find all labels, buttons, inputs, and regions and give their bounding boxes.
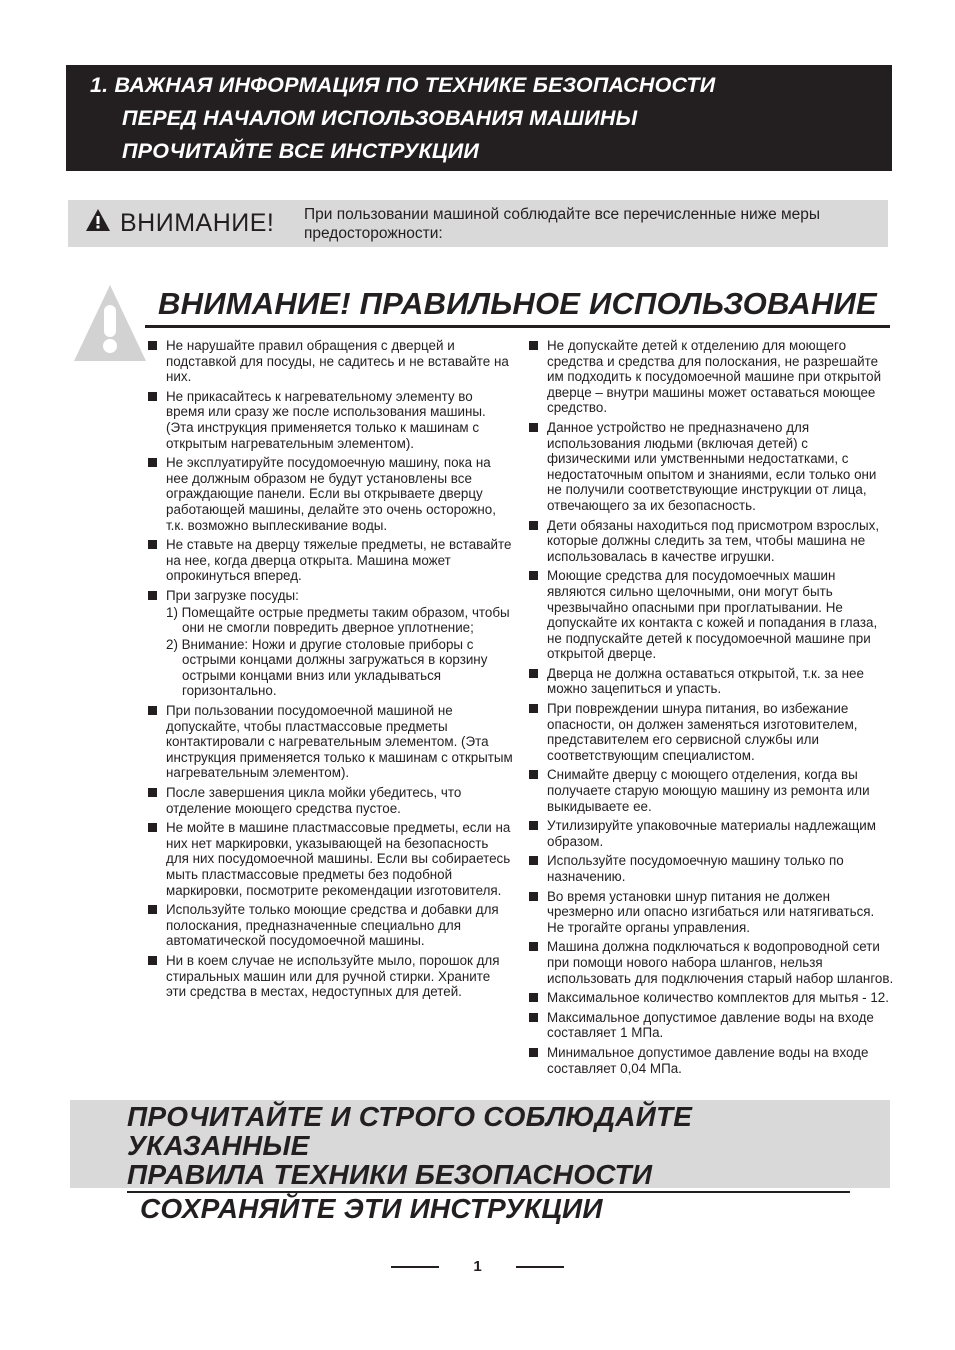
safety-item-body xyxy=(547,420,894,514)
safety-list-item xyxy=(529,939,894,986)
safety-list-item xyxy=(529,818,894,849)
safety-item-body xyxy=(166,953,513,1000)
safety-item-body xyxy=(166,389,513,451)
safety-item-body xyxy=(547,1010,894,1041)
safety-item-body xyxy=(166,785,513,816)
safety-item-text: Дверца не должна оставаться открытой, т.к. за нее можно зацепиться и упасть. xyxy=(547,665,864,697)
safety-item-text: Используйте только моющие средства и добавки для полоскания, предназначенные специально для автоматической посудомоечной машины. xyxy=(166,902,499,949)
footer-line-2: ПРАВИЛА ТЕХНИКИ БЕЗОПАСНОСТИ xyxy=(127,1159,653,1190)
safety-item-body xyxy=(166,902,513,949)
caution-label-text: ВНИМАНИЕ! xyxy=(120,209,275,237)
title-underline-rule xyxy=(145,325,890,328)
safety-list-item xyxy=(148,588,513,699)
safety-column-right xyxy=(529,338,894,1080)
bullet-square-icon xyxy=(529,669,538,678)
safety-item-body xyxy=(547,990,894,1006)
safety-subitem-text: 2) Внимание: Ножи и другие столовые приборы с острыми концами должны загружаться в корзину острыми концами вниз или укладываться горизонтально. xyxy=(166,636,488,699)
safety-item-body xyxy=(547,889,894,936)
safety-item-body xyxy=(547,818,894,849)
bullet-square-icon xyxy=(529,892,538,901)
safety-list-right xyxy=(529,338,894,1076)
safety-list-item xyxy=(529,1010,894,1041)
safety-item-text: Минимальное допустимое давление воды на входе составляет 0,04 МПа. xyxy=(547,1044,869,1076)
safety-list-item xyxy=(148,389,513,451)
safety-list-item xyxy=(529,889,894,936)
safety-subitem-text: 1) Помещайте острые предметы таким образом, чтобы они не смогли повредить дверное уплотнение; xyxy=(166,604,510,636)
safety-item-text: Машина должна подключаться к водопроводной сети при помощи нового набора шлангов, нельзя использовать для подключения старый набор шлангов. xyxy=(547,939,894,986)
bullet-square-icon xyxy=(148,540,157,549)
safety-item-body xyxy=(166,338,513,385)
safety-item-body xyxy=(547,701,894,763)
safety-item-text: При повреждении шнура питания, во избежание опасности, он должен заменяться изготовителем, представителем его сервисной службы или соответствующим специалистом. xyxy=(547,701,858,763)
bullet-square-icon xyxy=(529,821,538,830)
safety-list-item xyxy=(148,455,513,533)
safety-item-text: Моющие средства для посудомоечных машин являются сильно щелочными, они могут быть чрезвычайно опасными при проглатывании. Не допускайте их контакта с кожей и попадания в глаза, не подпускайте детей к посудомоечной машине при открытой дверце. xyxy=(547,568,878,662)
safety-list-left xyxy=(148,338,513,1000)
safety-item-text: Снимайте дверцу с моющего отделения, когда вы получаете старую моющую машину из ремонта или выкидываете ее. xyxy=(547,767,870,814)
bullet-square-icon xyxy=(148,591,157,600)
safety-list-item xyxy=(529,767,894,814)
bullet-square-icon xyxy=(529,341,538,350)
safety-item-body xyxy=(547,518,894,565)
bullet-square-icon xyxy=(148,392,157,401)
banner-line-1: 1. ВАЖНАЯ ИНФОРМАЦИЯ ПО ТЕХНИКЕ БЕЗОПАСНОСТИ xyxy=(90,73,716,97)
safety-item-text: Используйте посудомоечную машину только по назначению. xyxy=(547,853,844,884)
bullet-square-icon xyxy=(529,1048,538,1057)
safety-list-item xyxy=(529,990,894,1006)
safety-item-body xyxy=(547,939,894,986)
bullet-square-icon xyxy=(148,788,157,797)
read-and-keep-box xyxy=(70,1100,890,1224)
safety-item-text: Не прикасайтесь к нагревательному элементу во время или сразу же после использования машины. (Эта инструкция применяется только к машинам с открытым нагревательным элементом). xyxy=(166,388,486,451)
footer-line-1: ПРОЧИТАЙТЕ И СТРОГО СОБЛЮДАЙТЕ УКАЗАННЫЕ xyxy=(127,1101,693,1161)
safety-list-item xyxy=(529,568,894,662)
safety-item-text: Не мойте в машине пластмассовые предметы, если на них нет маркировки, указывающей на безопасность для них посудомоечной машины. Если вы собираетесь мыть пластмассовые предметы без подобной маркировки, посмотрите рекомендации изготовителя. xyxy=(166,820,511,898)
bullet-square-icon xyxy=(148,823,157,832)
safety-item-body xyxy=(166,588,513,699)
safety-item-body xyxy=(166,820,513,898)
bullet-square-icon xyxy=(529,571,538,580)
safety-list-item xyxy=(529,853,894,884)
section-title-banner xyxy=(66,65,892,171)
safety-item-text: Не нарушайте правил обращения с дверцей и подставкой для посуды, не садитесь и не вставайте на них. xyxy=(166,338,509,385)
read-rules-block xyxy=(127,1102,850,1193)
safety-list-item xyxy=(148,953,513,1000)
caution-description: При пользовании машиной соблюдайте все перечисленные ниже меры предосторожности: xyxy=(304,205,821,242)
safety-item-text: Не допускайте детей к отделению для моющего средства и средства для полоскания, не разрешайте им подходить к посудомоечной машине при открытой дверце – внутри машины может оставаться моющее средство. xyxy=(547,338,882,416)
safety-item-body xyxy=(166,703,513,781)
safety-item-body xyxy=(166,537,513,584)
caution-label xyxy=(86,209,304,238)
safety-item-text: Ни в коем случае не используйте мыло, порошок для стиральных машин или для ручной стирки. Храните эти средства в местах, недоступных для детей. xyxy=(166,952,500,1000)
safety-item-body xyxy=(547,666,894,697)
correct-use-title: ВНИМАНИЕ! ПРАВИЛЬНОЕ ИСПОЛЬЗОВАНИЕ xyxy=(158,286,877,321)
safety-item-text: При пользовании посудомоечной машиной не допускайте, чтобы пластмассовые предметы контактировали с нагревательным элементом. (Эта инструкция применяется только к машинам с открытым нагревательным элементом). xyxy=(166,703,513,781)
safety-list-item xyxy=(529,666,894,697)
safety-item-text: При загрузке посуды: xyxy=(166,587,299,603)
bullet-square-icon xyxy=(529,770,538,779)
safety-item-text: После завершения цикла мойки убедитесь, что отделение моющего средства пустое. xyxy=(166,785,462,816)
safety-list-item xyxy=(148,537,513,584)
safety-list-item xyxy=(529,1045,894,1076)
safety-item-body xyxy=(547,1045,894,1076)
banner-line-2: ПЕРЕД НАЧАЛОМ ИСПОЛЬЗОВАНИЯ МАШИНЫ xyxy=(122,106,638,130)
safety-item-body xyxy=(547,767,894,814)
bullet-square-icon xyxy=(529,423,538,432)
page-number: 1 xyxy=(473,1258,482,1275)
safety-item-body xyxy=(166,455,513,533)
safety-list-item xyxy=(529,701,894,763)
safety-item-text: Утилизируйте упаковочные материалы надлежащим образом. xyxy=(547,818,876,849)
safety-column-left xyxy=(148,338,513,1080)
safety-list-item xyxy=(148,785,513,816)
footer-line-3: СОХРАНЯЙТЕ ЭТИ ИНСТРУКЦИИ xyxy=(140,1193,603,1224)
caution-triangle-icon xyxy=(74,283,146,363)
safety-list-item xyxy=(148,902,513,949)
safety-list-item xyxy=(148,703,513,781)
page-number-left-rule xyxy=(391,1266,439,1268)
safety-item-text: Максимальное количество комплектов для мытья - 12. xyxy=(547,990,889,1006)
safety-item-text: Данное устройство не предназначено для использования людьми (включая детей) с физическими или умственными недостатками, с недостаточным опытом и знаниями, если только они не получили соответствующие инструкции от лица, отвечающего за их безопасность. xyxy=(547,419,877,513)
safety-item-text: Не ставьте на дверцу тяжелые предметы, не вставайте на нее, когда дверца открыта. Машина может опрокинуться вперед. xyxy=(166,537,512,584)
bullet-square-icon xyxy=(148,905,157,914)
safety-item-text: Максимальное допустимое давление воды на входе составляет 1 МПа. xyxy=(547,1009,874,1041)
safety-item-body xyxy=(547,853,894,884)
safety-list-item xyxy=(529,338,894,416)
page-number-footer xyxy=(0,1258,955,1275)
caution-band xyxy=(68,200,888,247)
bullet-square-icon xyxy=(529,521,538,530)
safety-item-text: Не эксплуатируйте посудомоечную машину, пока на нее должным образом не будут установлены все ограждающие панели. Если вы открываете дверцу работающей машины, делайте это очень осторожно, т.к. возможно выплескивание воды. xyxy=(166,455,496,533)
bullet-square-icon xyxy=(529,1013,538,1022)
bullet-square-icon xyxy=(148,706,157,715)
bullet-square-icon xyxy=(529,856,538,865)
bullet-square-icon xyxy=(529,993,538,1002)
page-number-right-rule xyxy=(516,1266,564,1268)
safety-list-item xyxy=(529,420,894,514)
safety-item-body xyxy=(547,338,894,416)
safety-item-text: Дети обязаны находиться под присмотром взрослых, которые должны следить за тем, чтобы машина не использовалась в качестве игрушки. xyxy=(547,517,880,564)
bullet-square-icon xyxy=(148,956,157,965)
bullet-square-icon xyxy=(529,704,538,713)
banner-line-3: ПРОЧИТАЙТЕ ВСЕ ИНСТРУКЦИИ xyxy=(122,139,480,163)
bullet-square-icon xyxy=(529,942,538,951)
safety-list-item xyxy=(529,518,894,565)
warning-triangle-icon xyxy=(86,209,110,238)
bullet-square-icon xyxy=(148,458,157,467)
bullet-square-icon xyxy=(148,341,157,350)
safety-list-item xyxy=(148,338,513,385)
safety-list-item xyxy=(148,820,513,898)
safety-item-text: Во время установки шнур питания не должен чрезмерно или опасно изгибаться или натягиваться. Не трогайте органы управления. xyxy=(547,888,875,935)
safety-columns xyxy=(148,338,894,1080)
safety-item-body xyxy=(547,568,894,662)
